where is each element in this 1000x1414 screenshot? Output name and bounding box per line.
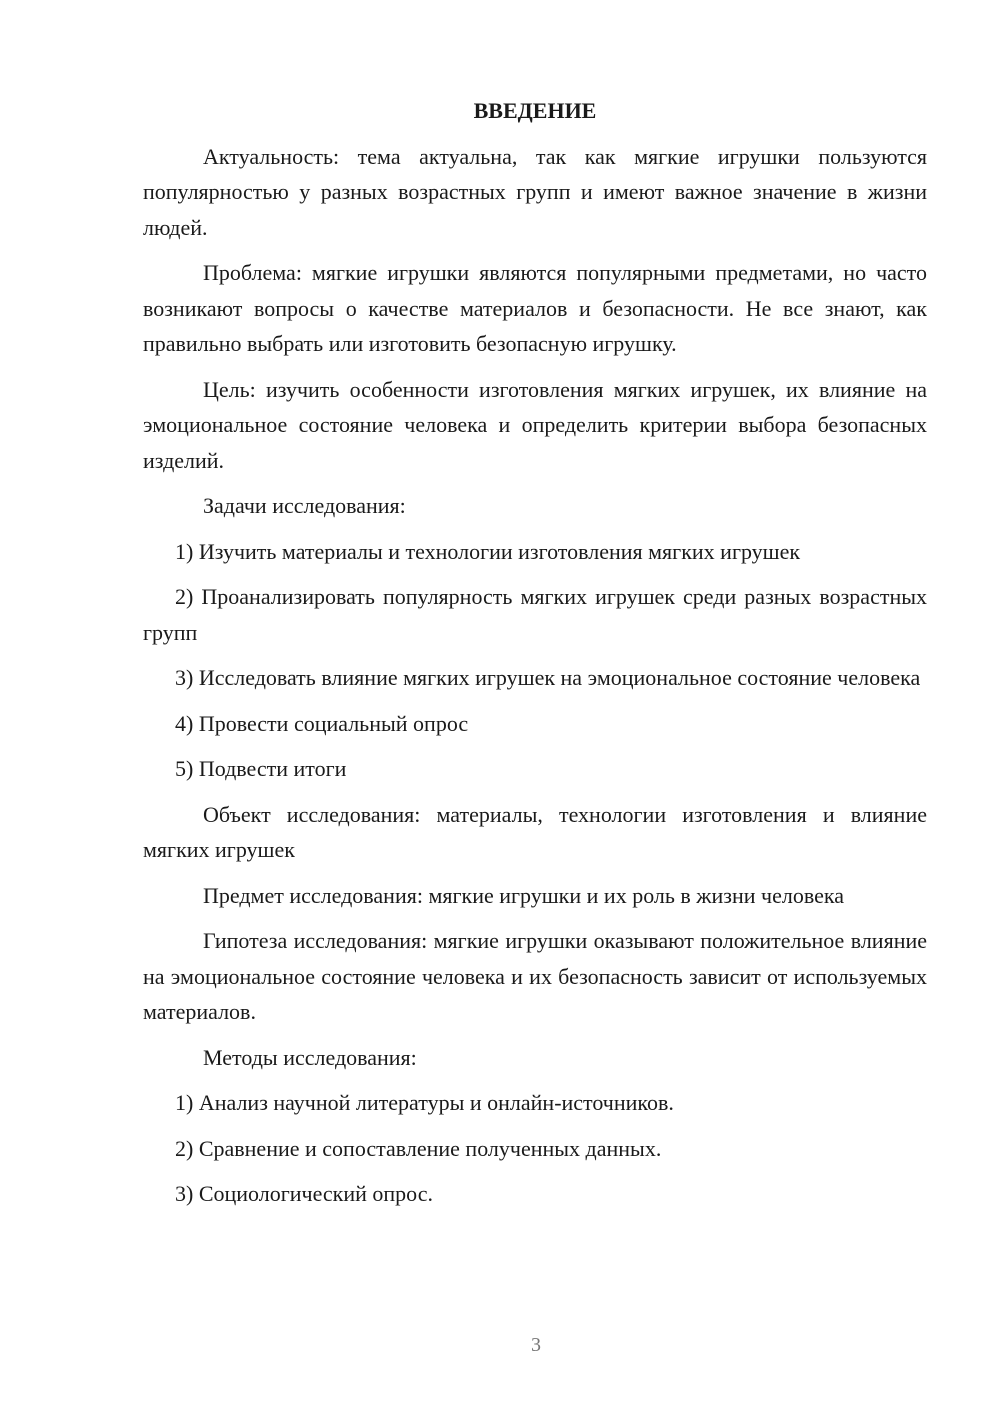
- document-body: [143, 93, 927, 1222]
- method-item-1: 1) Анализ научной литературы и онлайн-источников.: [175, 1090, 674, 1115]
- paragraph-hypothesis: Гипотеза исследования: мягкие игрушки оказывают положительное влияние на эмоциональное состояние человека и их безопасность зависит от используемых материалов.: [143, 928, 927, 1024]
- tasks-heading: Задачи исследования:: [203, 493, 406, 518]
- method-item-3: 3) Социологический опрос.: [175, 1181, 433, 1206]
- task-item-3: 3) Исследовать влияние мягких игрушек на эмоциональное состояние человека: [175, 665, 921, 690]
- task-item-4: 4) Провести социальный опрос: [175, 710, 469, 736]
- paragraph-object: Объект исследования: материалы, технологии изготовления и влияние мягких игрушек: [143, 801, 927, 862]
- method-item-2: 2) Сравнение и сопоставление полученных данных.: [175, 1135, 662, 1161]
- section-title: ВВЕДЕНИЕ: [473, 98, 597, 123]
- task-item-5: 5) Подвести итоги: [175, 756, 347, 781]
- page-number: 3: [531, 1334, 541, 1356]
- methods-heading: Методы исследования:: [203, 1044, 417, 1070]
- paragraph-problem: Проблема: мягкие игрушки являются популярными предметами, но часто возникают вопросы о качестве материалов и безопасности. Не все знают, как правильно выбрать или изготовить безопасную игрушку.: [143, 260, 927, 356]
- paragraph-goal: Цель: изучить особенности изготовления мягких игрушек, их влияние на эмоциональное состояние человека и определить критерии выбора безопасных изделий.: [143, 376, 927, 473]
- task-item-1: 1) Изучить материалы и технологии изготовления мягких игрушек: [175, 538, 801, 564]
- paragraph-relevance: Актуальность: тема актуальна, так как мягкие игрушки пользуются популярностью у разных возрастных групп и имеют важное значение в жизни людей.: [143, 143, 927, 240]
- paragraph-subject: Предмет исследования: мягкие игрушки и их роль в жизни человека: [203, 882, 844, 908]
- task-item-2: 2) Проанализировать популярность мягких игрушек среди разных возрастных групп: [143, 584, 927, 645]
